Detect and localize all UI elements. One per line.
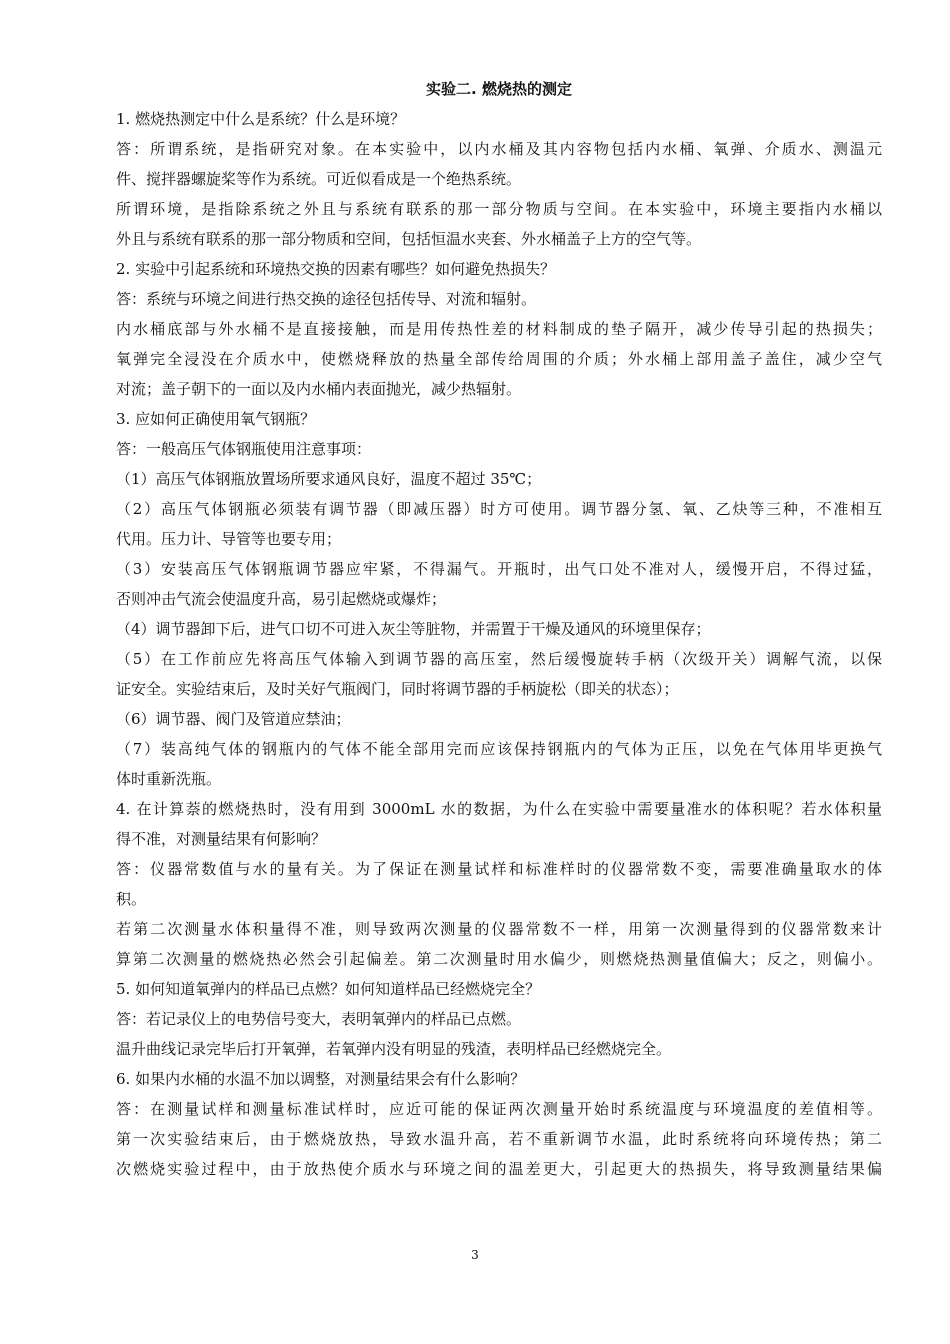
page-number: 3 <box>471 1248 479 1262</box>
text-line: 积。 <box>116 890 147 908</box>
text-line: （7）装高纯气体的钢瓶内的气体不能全部用完而应该保持钢瓶内的气体为正压，以免在气体用毕更换气 <box>116 740 882 758</box>
text-line: 代用。压力计、导管等也要专用； <box>116 530 342 548</box>
text-line: 件、搅拌器螺旋桨等作为系统。可近似看成是一个绝热系统。 <box>116 170 522 188</box>
text-line: 答：若记录仪上的电势信号变大，表明氧弹内的样品已点燃。 <box>116 1010 522 1028</box>
text-line: 2. 实验中引起系统和环境热交换的因素有哪些？如何避免热损失？ <box>116 260 556 278</box>
text-line: 得不准，对测量结果有何影响？ <box>116 830 327 848</box>
text-line: （1）高压气体钢瓶放置场所要求通风良好，温度不超过 35℃； <box>116 470 542 488</box>
text-line: 答：系统与环境之间进行热交换的途径包括传导、对流和辐射。 <box>116 290 537 308</box>
text-line: 答：在测量试样和测量标准试样时，应近可能的保证两次测量开始时系统温度与环境温度的差值相等。 <box>116 1100 882 1118</box>
text-line: （4）调节器卸下后，进气口切不可进入灰尘等脏物，并需置于干燥及通风的环境里保存； <box>116 620 711 638</box>
text-line: 内水桶底部与外水桶不是直接接触，而是用传热性差的材料制成的垫子隔开，减少传导引起的热损失； <box>116 320 882 338</box>
text-line: 所谓环境，是指除系统之外且与系统有联系的那一部分物质与空间。在本实验中，环境主要指内水桶以 <box>116 200 882 218</box>
text-line: 答：一般高压气体钢瓶使用注意事项： <box>116 440 372 458</box>
text-line: 氧弹完全浸没在介质水中，使燃烧释放的热量全部传给周围的介质；外水桶上部用盖子盖住，减少空气 <box>116 350 882 368</box>
document-title: 实验二. 燃烧热的测定 <box>426 80 572 98</box>
text-line: 3. 应如何正确使用氧气钢瓶？ <box>116 410 316 428</box>
text-line: （2）高压气体钢瓶必须装有调节器（即减压器）时方可使用。调节器分氢、氧、乙炔等三种，不准相互 <box>116 500 882 518</box>
text-lines <box>116 104 882 1184</box>
text-line: 答：所谓系统，是指研究对象。在本实验中，以内水桶及其内容物包括内水桶、氧弹、介质水、测温元 <box>116 140 882 158</box>
text-line: 否则冲击气流会使温度升高，易引起燃烧或爆炸； <box>116 590 447 608</box>
text-line: 1. 燃烧热测定中什么是系统？什么是环境？ <box>116 110 406 128</box>
text-line: （5）在工作前应先将高压气体输入到调节器的高压室，然后缓慢旋转手柄（次级开关）调解气流，以保 <box>116 650 882 668</box>
text-line: 第一次实验结束后，由于燃烧放热，导致水温升高，若不重新调节水温，此时系统将向环境传热；第二 <box>116 1130 882 1148</box>
text-line: （3）安装高压气体钢瓶调节器应牢紧，不得漏气。开瓶时，出气口处不准对人，缓慢开启，不得过猛， <box>116 560 882 578</box>
text-line: （6）调节器、阀门及管道应禁油； <box>116 710 351 728</box>
text-line: 次燃烧实验过程中，由于放热使介质水与环境之间的温差更大，引起更大的热损失，将导致测量结果偏 <box>116 1160 882 1178</box>
text-line: 证安全。实验结束后，及时关好气瓶阀门，同时将调节器的手柄旋松（即关的状态）； <box>116 680 679 698</box>
text-line: 温升曲线记录完毕后打开氧弹，若氧弹内没有明显的残渣，表明样品已经燃烧完全。 <box>116 1040 672 1058</box>
text-line: 算第二次测量的燃烧热必然会引起偏差。第二次测量时用水偏少，则燃烧热测量值偏大；反之，则偏小。 <box>116 950 882 968</box>
text-line: 若第二次测量水体积量得不准，则导致两次测量的仪器常数不一样，用第一次测量得到的仪器常数来计 <box>116 920 882 938</box>
text-line: 答：仪器常数值与水的量有关。为了保证在测量试样和标准样时的仪器常数不变，需要准确量取水的体 <box>116 860 882 878</box>
text-line: 体时重新洗瓶。 <box>116 770 222 788</box>
text-line: 对流；盖子朝下的一面以及内水桶内表面抛光，减少热辐射。 <box>116 380 522 398</box>
text-line: 4. 在计算萘的燃烧热时，没有用到 3000mL 水的数据，为什么在实验中需要量准水的体积呢？若水体积量 <box>116 800 882 818</box>
document-body <box>116 74 882 1184</box>
text-line: 外且与系统有联系的那一部分物质和空间，包括恒温水夹套、外水桶盖子上方的空气等。 <box>116 230 702 248</box>
text-line: 6. 如果内水桶的水温不加以调整，对测量结果会有什么影响？ <box>116 1070 526 1088</box>
text-line: 5. 如何知道氧弹内的样品已点燃？如何知道样品已经燃烧完全？ <box>116 980 541 998</box>
